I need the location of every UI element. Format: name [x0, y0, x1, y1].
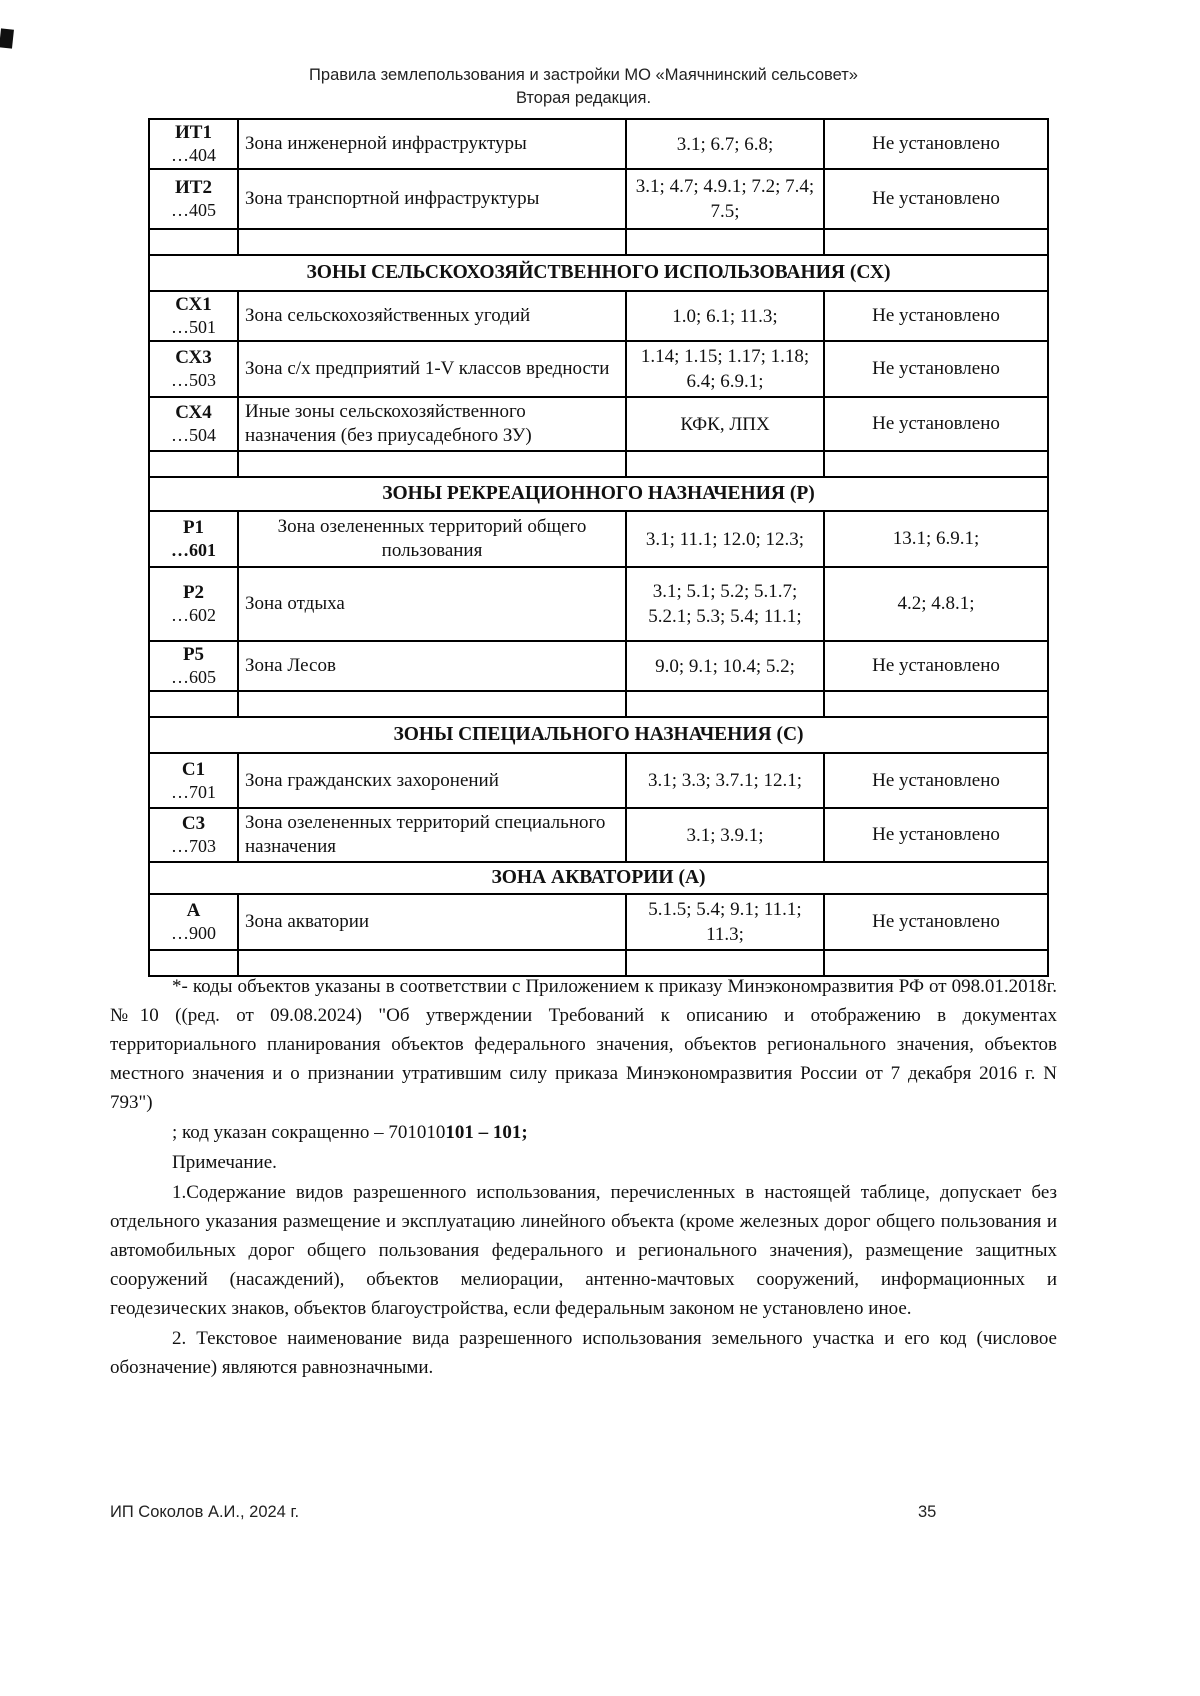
zone-name: Зона отдыха: [238, 567, 626, 641]
zone-number: …602: [171, 605, 216, 625]
empty-cell: [824, 691, 1048, 717]
empty-row: [149, 229, 1048, 255]
zones-table: [148, 118, 1049, 977]
zone-number: …404: [171, 145, 216, 165]
empty-cell: [238, 229, 626, 255]
empty-row: [149, 691, 1048, 717]
zone-number: …503: [171, 370, 216, 390]
document-title: Правила землепользования и застройки МО «Маячнинский сельсовет»: [309, 66, 858, 84]
zone-code-cell: [149, 511, 238, 567]
abbrev-note: [110, 1118, 1057, 1147]
zone-name: Зона сельскохозяйственных угодий: [238, 291, 626, 341]
note-label: Примечание.: [172, 1152, 277, 1173]
zone-number: …605: [171, 667, 216, 687]
zone-number: …601: [171, 540, 216, 560]
zone-code-cell: [149, 894, 238, 950]
empty-cell: [238, 451, 626, 477]
table-row: [149, 511, 1048, 567]
empty-cell: [626, 229, 824, 255]
zone-number: …701: [171, 781, 216, 802]
zone-use-codes: 1.0; 6.1; 11.3;: [626, 291, 824, 341]
zone-name: Зона озелененных территорий специального назначения: [238, 808, 626, 862]
section-row: [149, 862, 1048, 894]
zone-use-codes: 3.1; 6.7; 6.8;: [626, 119, 824, 169]
zone-name: Зона транспортной инфраструктуры: [238, 169, 626, 229]
zone-status: Не установлено: [824, 641, 1048, 691]
section-row: [149, 477, 1048, 511]
table-row: [149, 808, 1048, 862]
zone-use-codes: 3.1; 3.9.1;: [626, 808, 824, 862]
empty-cell: [824, 451, 1048, 477]
footnote-paragraph: *- коды объектов указаны в соответствии с Приложением к приказу Минэкономразвития РФ от 098.01.2018г. №10 ((ред. от 09.08.2024) "Об утверждении Требований к описанию и отображению в документах территориального планирования объектов федерального значения, объектов регионального значения, объектов местного значения и о признании утратившим силу приказа Минэкономразвития России от 7 декабря 2016 г. N 793"): [110, 976, 1057, 1113]
zone-code: Р1: [182, 517, 205, 538]
zone-name: Зона инженерной инфраструктуры: [238, 119, 626, 169]
zone-code: СХ4: [175, 402, 212, 423]
zone-name: Зона акватории: [238, 894, 626, 950]
zone-code-cell: [149, 641, 238, 691]
zone-name: Зона Лесов: [238, 641, 626, 691]
zone-code-cell: [149, 341, 238, 397]
zone-status: Не установлено: [824, 753, 1048, 808]
zone-status: Не установлено: [824, 894, 1048, 950]
abbrev-normal: ; код указан сокращенно – 701010: [172, 1122, 446, 1143]
zone-status: Не установлено: [824, 397, 1048, 451]
table-row: [149, 641, 1048, 691]
zone-name: Зона озелененных территорий общего пользования: [238, 511, 626, 567]
zone-number: …504: [171, 425, 216, 445]
empty-cell: [824, 229, 1048, 255]
zone-number: …405: [171, 200, 216, 220]
zone-use-codes: 9.0; 9.1; 10.4; 5.2;: [626, 641, 824, 691]
zone-name: Зона гражданских захоронений: [238, 753, 626, 808]
zone-code-cell: [149, 753, 238, 808]
scan-artifact: [0, 28, 14, 48]
zone-name: Зона с/х предприятий 1-V классов вредности: [238, 341, 626, 397]
empty-row: [149, 451, 1048, 477]
notes-block: [110, 972, 1057, 1382]
empty-cell: [149, 229, 238, 255]
zone-status: Не установлено: [824, 291, 1048, 341]
zone-status: 13.1; 6.9.1;: [824, 511, 1048, 567]
table-row: [149, 567, 1048, 641]
zone-code: С3: [181, 813, 206, 834]
section-row: [149, 255, 1048, 291]
zone-use-codes: 3.1; 4.7; 4.9.1; 7.2; 7.4; 7.5;: [626, 169, 824, 229]
note-paragraph-1: 1.Содержание видов разрешенного использования, перечисленных в настоящей таблице, допускает без отдельного указания размещение и эксплуатацию линейного объекта (кроме железных дорог общего пользования и автомобильных дорог общего пользования федерального и регионального значения), размещение защитных сооружений (насаждений), объектов мелиорации, антенно-мачтовых сооружений, информационных и геодезических знаков, объектов благоустройства, если федеральным законом не установлено иное.: [110, 1182, 1057, 1319]
table-row: [149, 291, 1048, 341]
zone-code-cell: [149, 291, 238, 341]
zone-use-codes: 1.14; 1.15; 1.17; 1.18; 6.4; 6.9.1;: [626, 341, 824, 397]
zone-code: ИТ2: [175, 177, 212, 198]
zone-code: С1: [181, 758, 206, 780]
empty-cell: [149, 691, 238, 717]
zone-status: Не установлено: [824, 119, 1048, 169]
section-header: ЗОНЫ СПЕЦИАЛЬНОГО НАЗНАЧЕНИЯ (С): [149, 717, 1048, 753]
zone-code-cell: [149, 169, 238, 229]
section-row: [149, 717, 1048, 753]
table-row: [149, 169, 1048, 229]
zone-code: СХ1: [175, 294, 212, 315]
table-row: [149, 397, 1048, 451]
zone-code: А: [186, 900, 201, 921]
note-paragraph-2: 2. Текстовое наименование вида разрешенного использования земельного участка и его код (числовое обозначение) являются равнозначными.: [110, 1328, 1057, 1378]
zone-status: 4.2; 4.8.1;: [824, 567, 1048, 641]
zone-status: Не установлено: [824, 341, 1048, 397]
empty-cell: [149, 451, 238, 477]
empty-cell: [238, 691, 626, 717]
table-row: [149, 119, 1048, 169]
table-row: [149, 341, 1048, 397]
zone-status: Не установлено: [824, 808, 1048, 862]
zone-code-cell: [149, 119, 238, 169]
empty-cell: [626, 451, 824, 477]
zone-status: Не установлено: [824, 169, 1048, 229]
page-number: 35: [918, 1503, 937, 1521]
zone-code: ИТ1: [175, 122, 212, 143]
section-header: ЗОНЫ СЕЛЬСКОХОЗЯЙСТВЕННОГО ИСПОЛЬЗОВАНИЯ (СХ): [149, 255, 1048, 291]
zone-code-cell: [149, 397, 238, 451]
table-row: [149, 753, 1048, 808]
zone-number: …501: [171, 317, 216, 337]
document-header: [110, 64, 1057, 110]
zone-use-codes: 3.1; 11.1; 12.0; 12.3;: [626, 511, 824, 567]
zone-use-codes: КФК, ЛПХ: [626, 397, 824, 451]
page-footer: [110, 1503, 1057, 1522]
zone-number: …703: [171, 836, 216, 856]
footer-author: ИП Соколов А.И., 2024 г.: [110, 1503, 300, 1521]
zone-code: СХ3: [175, 347, 212, 368]
zone-name: Иные зоны сельскохозяйственного назначения (без приусадебного ЗУ): [238, 397, 626, 451]
zone-number: …900: [171, 923, 216, 943]
section-header: ЗОНЫ РЕКРЕАЦИОННОГО НАЗНАЧЕНИЯ (Р): [149, 477, 1048, 511]
abbrev-bold: 101 – 101;: [445, 1122, 528, 1143]
zone-use-codes: 3.1; 5.1; 5.2; 5.1.7; 5.2.1; 5.3; 5.4; 11.1;: [626, 567, 824, 641]
zone-code-cell: [149, 567, 238, 641]
table-row: [149, 894, 1048, 950]
zone-code: Р2: [182, 582, 205, 603]
zone-code: Р5: [182, 644, 205, 665]
document-subtitle: Вторая редакция.: [515, 89, 652, 107]
zone-code-cell: [149, 808, 238, 862]
zone-use-codes: 3.1; 3.3; 3.7.1; 12.1;: [626, 753, 824, 808]
zone-use-codes: 5.1.5; 5.4; 9.1; 11.1; 11.3;: [626, 894, 824, 950]
section-header: ЗОНА АКВАТОРИИ (А): [149, 862, 1048, 894]
empty-cell: [626, 691, 824, 717]
